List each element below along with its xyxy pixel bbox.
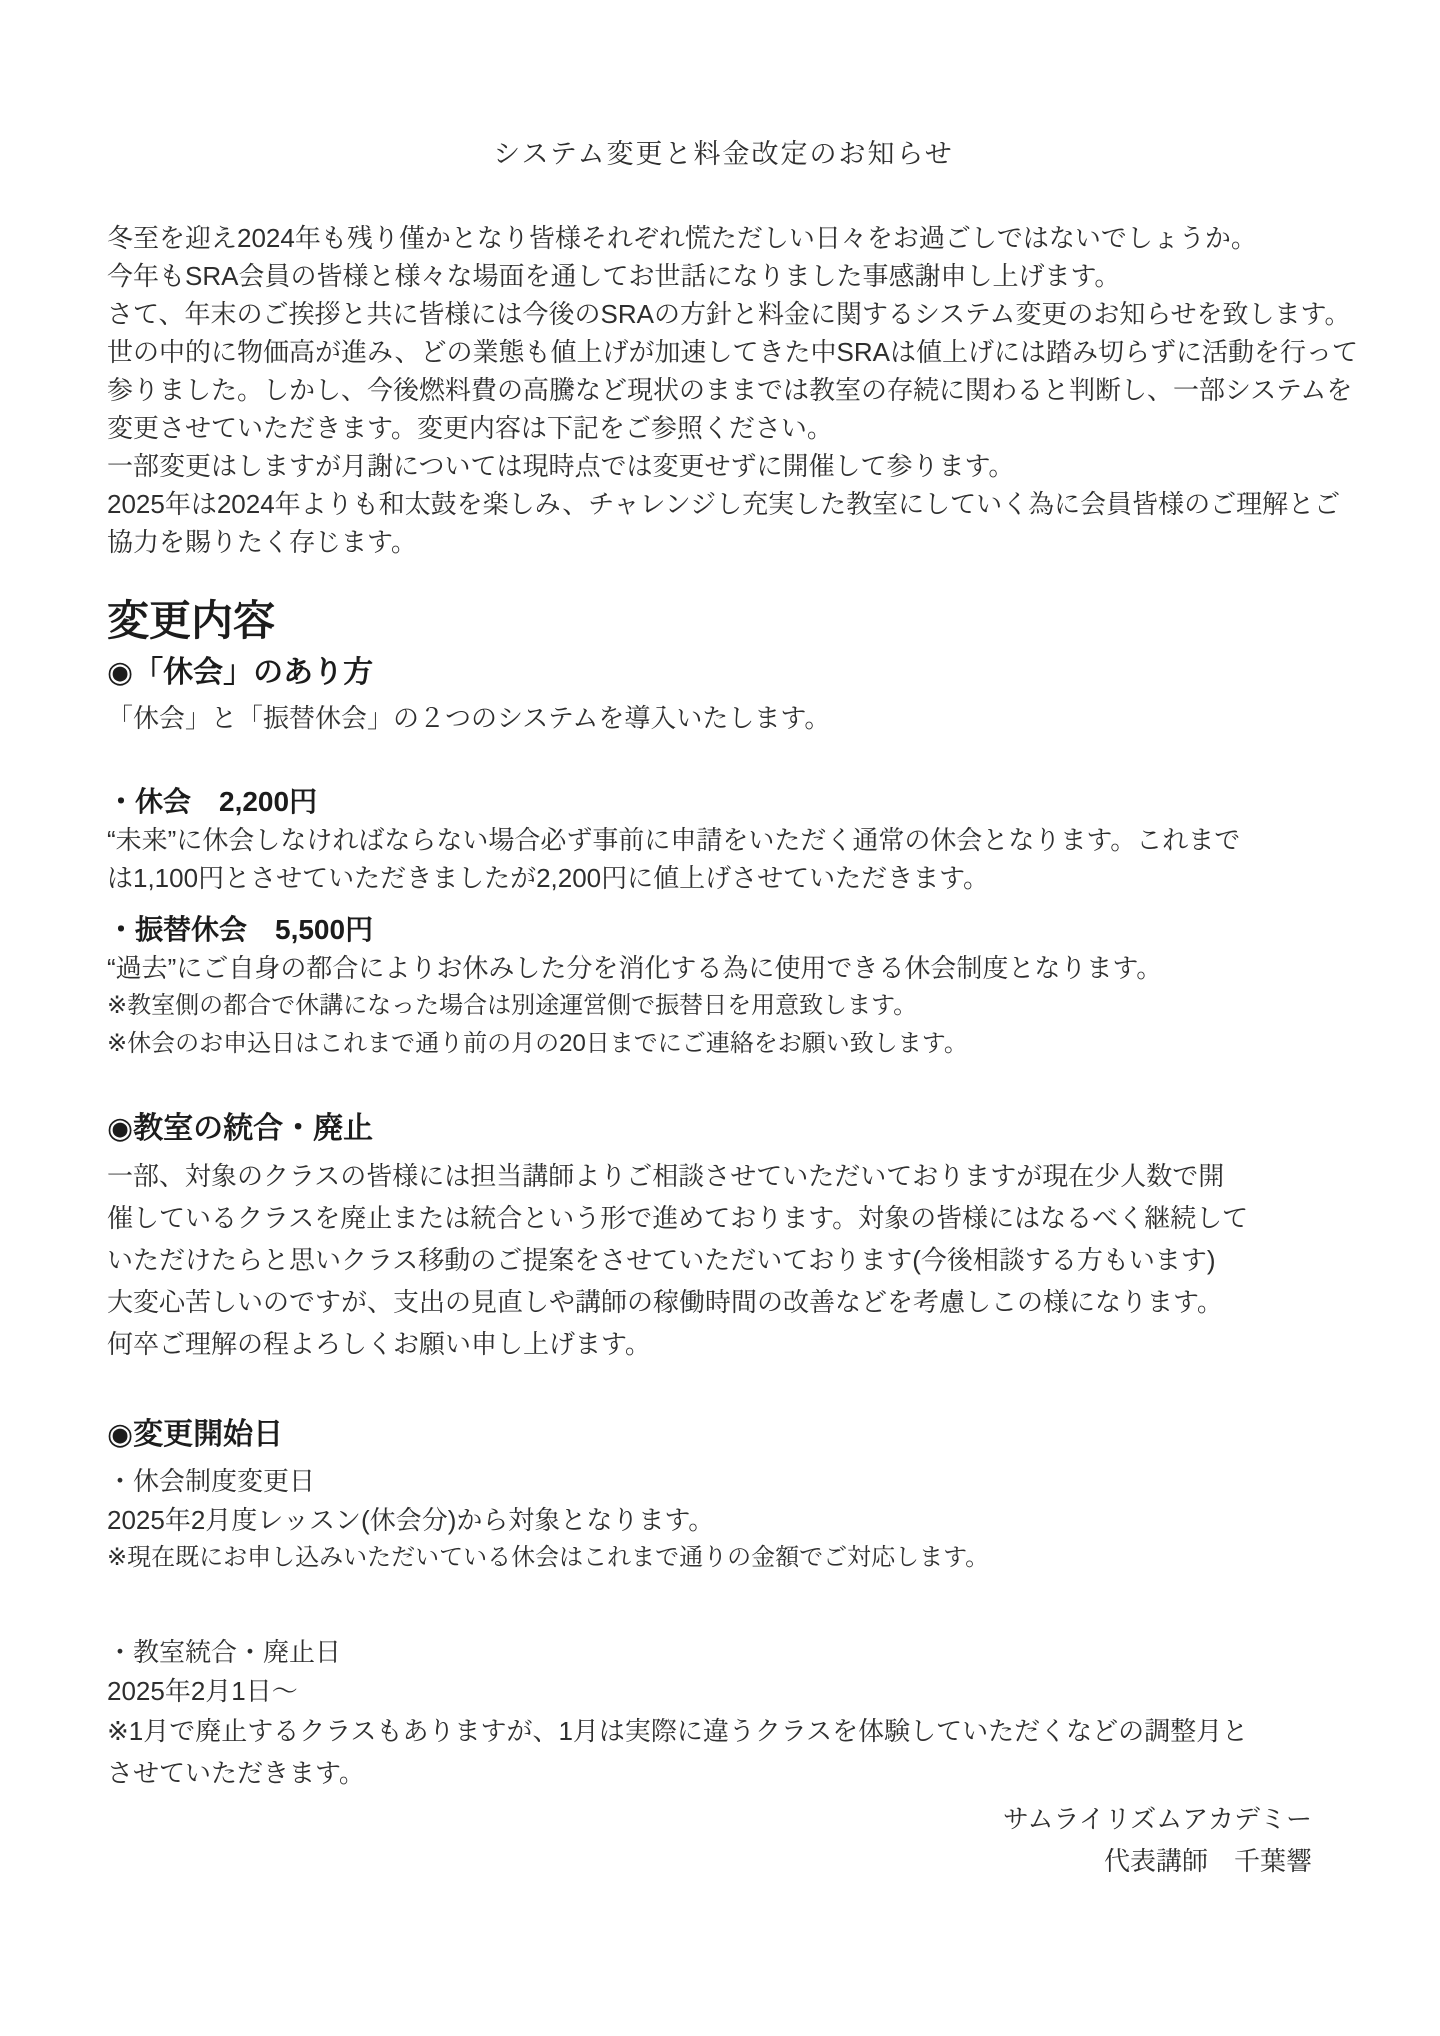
furikae-item-line: “過去”にご自身の都合によりお休みした分を消化する為に使用できる休会制度となります。 [107, 953, 1163, 983]
kyukai-change-date-label: ・休会制度変更日 [107, 1466, 316, 1496]
subsection-heishi [107, 1109, 1340, 1365]
section-heading-change-details: 変更内容 [107, 597, 276, 644]
intro-line-8: 2025年は2024年よりも和太鼓を楽しみ、チャレンジし充実した教室にしていく為に会員皆様のご理解とご [107, 489, 1341, 519]
kyukai-change-date-note: ※現在既にお申し込みいただいている休会はこれまで通りの金額でご対応します。 [107, 1544, 990, 1571]
kyukai-item-line: は1,100円とさせていただきましたが2,200円に値上げさせていただきます。 [107, 863, 990, 893]
intro-line-5: 参りました。しかし、今後燃料費の高騰など現状のままでは教室の存続に関わると判断し、一部システムを [107, 375, 1353, 405]
furikae-note-line: ※教室側の都合で休講になった場合は別途運営側で振替日を用意致します。 [107, 992, 918, 1019]
subsection-heading-kyukai: ◉「休会」のあり方 [107, 656, 374, 689]
furikae-item-label: ・振替休会 5,500円 [107, 914, 374, 945]
heishi-line: 大変心苦しいのですが、支出の見直しや講師の稼働時間の改善などを考慮しこの様になります。 [107, 1287, 1223, 1317]
intro-paragraph [107, 219, 1359, 561]
intro-line-9: 協力を賜りたく存じます。 [107, 527, 417, 557]
intro-line-7: 一部変更はしますが月謝については現時点では変更せずに開催して参ります。 [107, 451, 1015, 481]
kyukai-change-date-line: 2025年2月度レッスン(休会分)から対象となります。 [107, 1505, 715, 1535]
signature-block [107, 1798, 1340, 1882]
heishi-date-label: ・教室統合・廃止日 [107, 1637, 342, 1667]
furikae-note-line: ※休会のお申込日はこれまで通り前の月の20日までにご連絡をお願い致します。 [107, 1030, 968, 1057]
heishi-date-note-line: ※1月で廃止するクラスもありますが、1月は実際に違うクラスを体験していただくなどの調整月と [107, 1716, 1249, 1746]
signature-person: 代表講師 千葉響 [1103, 1846, 1312, 1876]
intro-line-1: 冬至を迎え2024年も残り僅かとなり皆様それぞれ慌ただしい日々をお過ごしではないでしょうか。 [107, 223, 1257, 253]
intro-line-6: 変更させていただきます。変更内容は下記をご参照ください。 [107, 413, 833, 443]
heishi-date-note-line: させていただきます。 [107, 1758, 365, 1788]
heishi-date-line: 2025年2月1日～ [107, 1676, 298, 1706]
heishi-line: いただけたらと思いクラス移動のご提案をさせていただいております(今後相談する方もいます) [107, 1245, 1216, 1275]
heishi-line: 一部、対象のクラスの皆様には担当講師よりご相談させていただいておりますが現在少人数で開 [107, 1161, 1225, 1191]
subsection-heading-heishi: ◉教室の統合・廃止 [107, 1112, 374, 1145]
heishi-line: 何卒ご理解の程よろしくお願い申し上げます。 [107, 1329, 651, 1359]
subsection-heading-start-date: ◉変更開始日 [107, 1418, 284, 1451]
heishi-line: 催しているクラスを廃止または統合という形で進めております。対象の皆様にはなるべく継続して [107, 1203, 1249, 1233]
subsection-start-date [107, 1415, 1340, 1794]
intro-line-3: さて、年末のご挨拶と共に皆様には今後のSRAの方針と料金に関するシステム変更のお知らせを致します。 [107, 299, 1351, 329]
kyukai-item-line: “未来”に休会しなければならない場合必ず事前に申請をいただく通常の休会となります。これまで [107, 825, 1241, 855]
kyukai-item-label: ・休会 2,200円 [107, 786, 318, 817]
subsection-kyukai [107, 653, 1340, 1063]
document-title: システム変更と料金改定のお知らせ [493, 139, 954, 169]
intro-line-2: 今年もSRA会員の皆様と様々な場面を通してお世話になりました事感謝申し上げます。 [107, 261, 1121, 291]
signature-organization: サムライリズムアカデミー [1002, 1804, 1312, 1834]
intro-line-4: 世の中的に物価高が進み、どの業態も値上げが加速してきた中SRAは値上げには踏み切らずに活動を行って [107, 337, 1359, 367]
kyukai-intro-line: 「休会」と「振替休会」の２つのシステムを導入いたします。 [107, 703, 831, 733]
